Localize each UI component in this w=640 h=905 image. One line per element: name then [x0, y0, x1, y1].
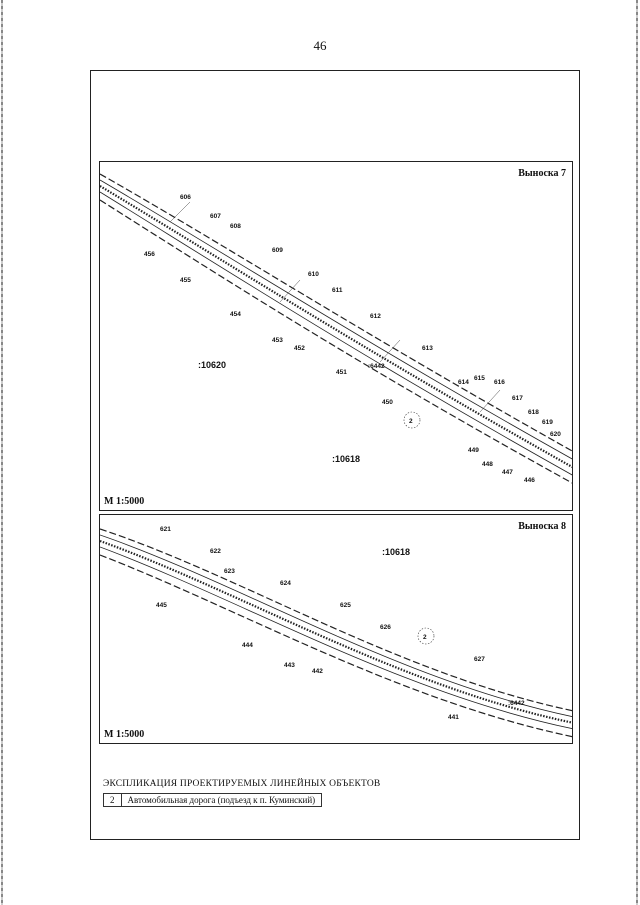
parcel-label: :6442 [508, 700, 525, 707]
point-label: 623 [224, 568, 235, 575]
point-label: 614 [458, 379, 469, 386]
scan-edge-left [1, 0, 3, 905]
point-label: 626 [380, 624, 391, 631]
point-label: 622 [210, 548, 221, 555]
legend-row-text: Автомобильная дорога (подъезд к п. Куминский) [121, 794, 322, 807]
point-label: 454 [230, 311, 241, 318]
parcel-label: :6442 [368, 363, 385, 370]
point-label: 617 [512, 395, 523, 402]
point-label: 611 [332, 287, 343, 294]
point-label: 446 [524, 477, 535, 484]
drawing-sheet [90, 70, 580, 840]
point-label: 452 [294, 345, 305, 352]
point-label: 449 [468, 447, 479, 454]
point-label: 455 [180, 277, 191, 284]
point-label: 451 [336, 369, 347, 376]
map-scale: М 1:5000 [104, 496, 145, 507]
callout-panel-8 [99, 514, 573, 744]
parcel-label: :10618 [332, 454, 361, 464]
point-label: 607 [210, 213, 221, 220]
point-label: 456 [144, 251, 155, 258]
point-label: 445 [156, 602, 167, 609]
point-label: 444 [242, 642, 253, 649]
map-drawing-8 [100, 515, 573, 744]
point-label: 609 [272, 247, 283, 254]
parcel-label: :10618 [382, 547, 411, 557]
map-scale: М 1:5000 [104, 729, 145, 740]
point-label: 613 [422, 345, 433, 352]
point-label: 450 [382, 399, 393, 406]
legend-row-number: 2 [104, 794, 122, 807]
point-label: 441 [448, 714, 459, 721]
callout-panel-7 [99, 161, 573, 511]
point-label: 443 [284, 662, 295, 669]
legend-row [104, 794, 322, 807]
page-number: 46 [313, 38, 327, 53]
point-label: 625 [340, 602, 351, 609]
point-label: 621 [160, 526, 171, 533]
point-label: 453 [272, 337, 283, 344]
point-label: 608 [230, 223, 241, 230]
point-label: 448 [482, 461, 493, 468]
point-label: 620 [550, 431, 561, 438]
point-label: 447 [502, 469, 513, 476]
object-number: 2 [423, 634, 427, 641]
explication-legend [103, 779, 380, 807]
point-label: 442 [312, 668, 323, 675]
callout-title: Выноска 7 [518, 168, 566, 179]
callout-title: Выноска 8 [518, 521, 566, 532]
parcel-label: :10620 [198, 360, 227, 370]
map-drawing-7 [100, 162, 573, 511]
scan-edge-right [636, 0, 638, 905]
point-label: 624 [280, 580, 291, 587]
point-label: 606 [180, 194, 191, 201]
object-number: 2 [409, 418, 413, 425]
point-label: 619 [542, 419, 553, 426]
point-label: 627 [474, 656, 485, 663]
point-label: 615 [474, 375, 485, 382]
legend-table [103, 793, 322, 807]
point-label: 616 [494, 379, 505, 386]
point-label: 618 [528, 409, 539, 416]
legend-title: ЭКСПЛИКАЦИЯ ПРОЕКТИРУЕМЫХ ЛИНЕЙНЫХ ОБЪЕКТОВ [103, 779, 381, 789]
point-label: 610 [308, 271, 319, 278]
map-labels-8 [156, 526, 525, 721]
point-label: 612 [370, 313, 381, 320]
